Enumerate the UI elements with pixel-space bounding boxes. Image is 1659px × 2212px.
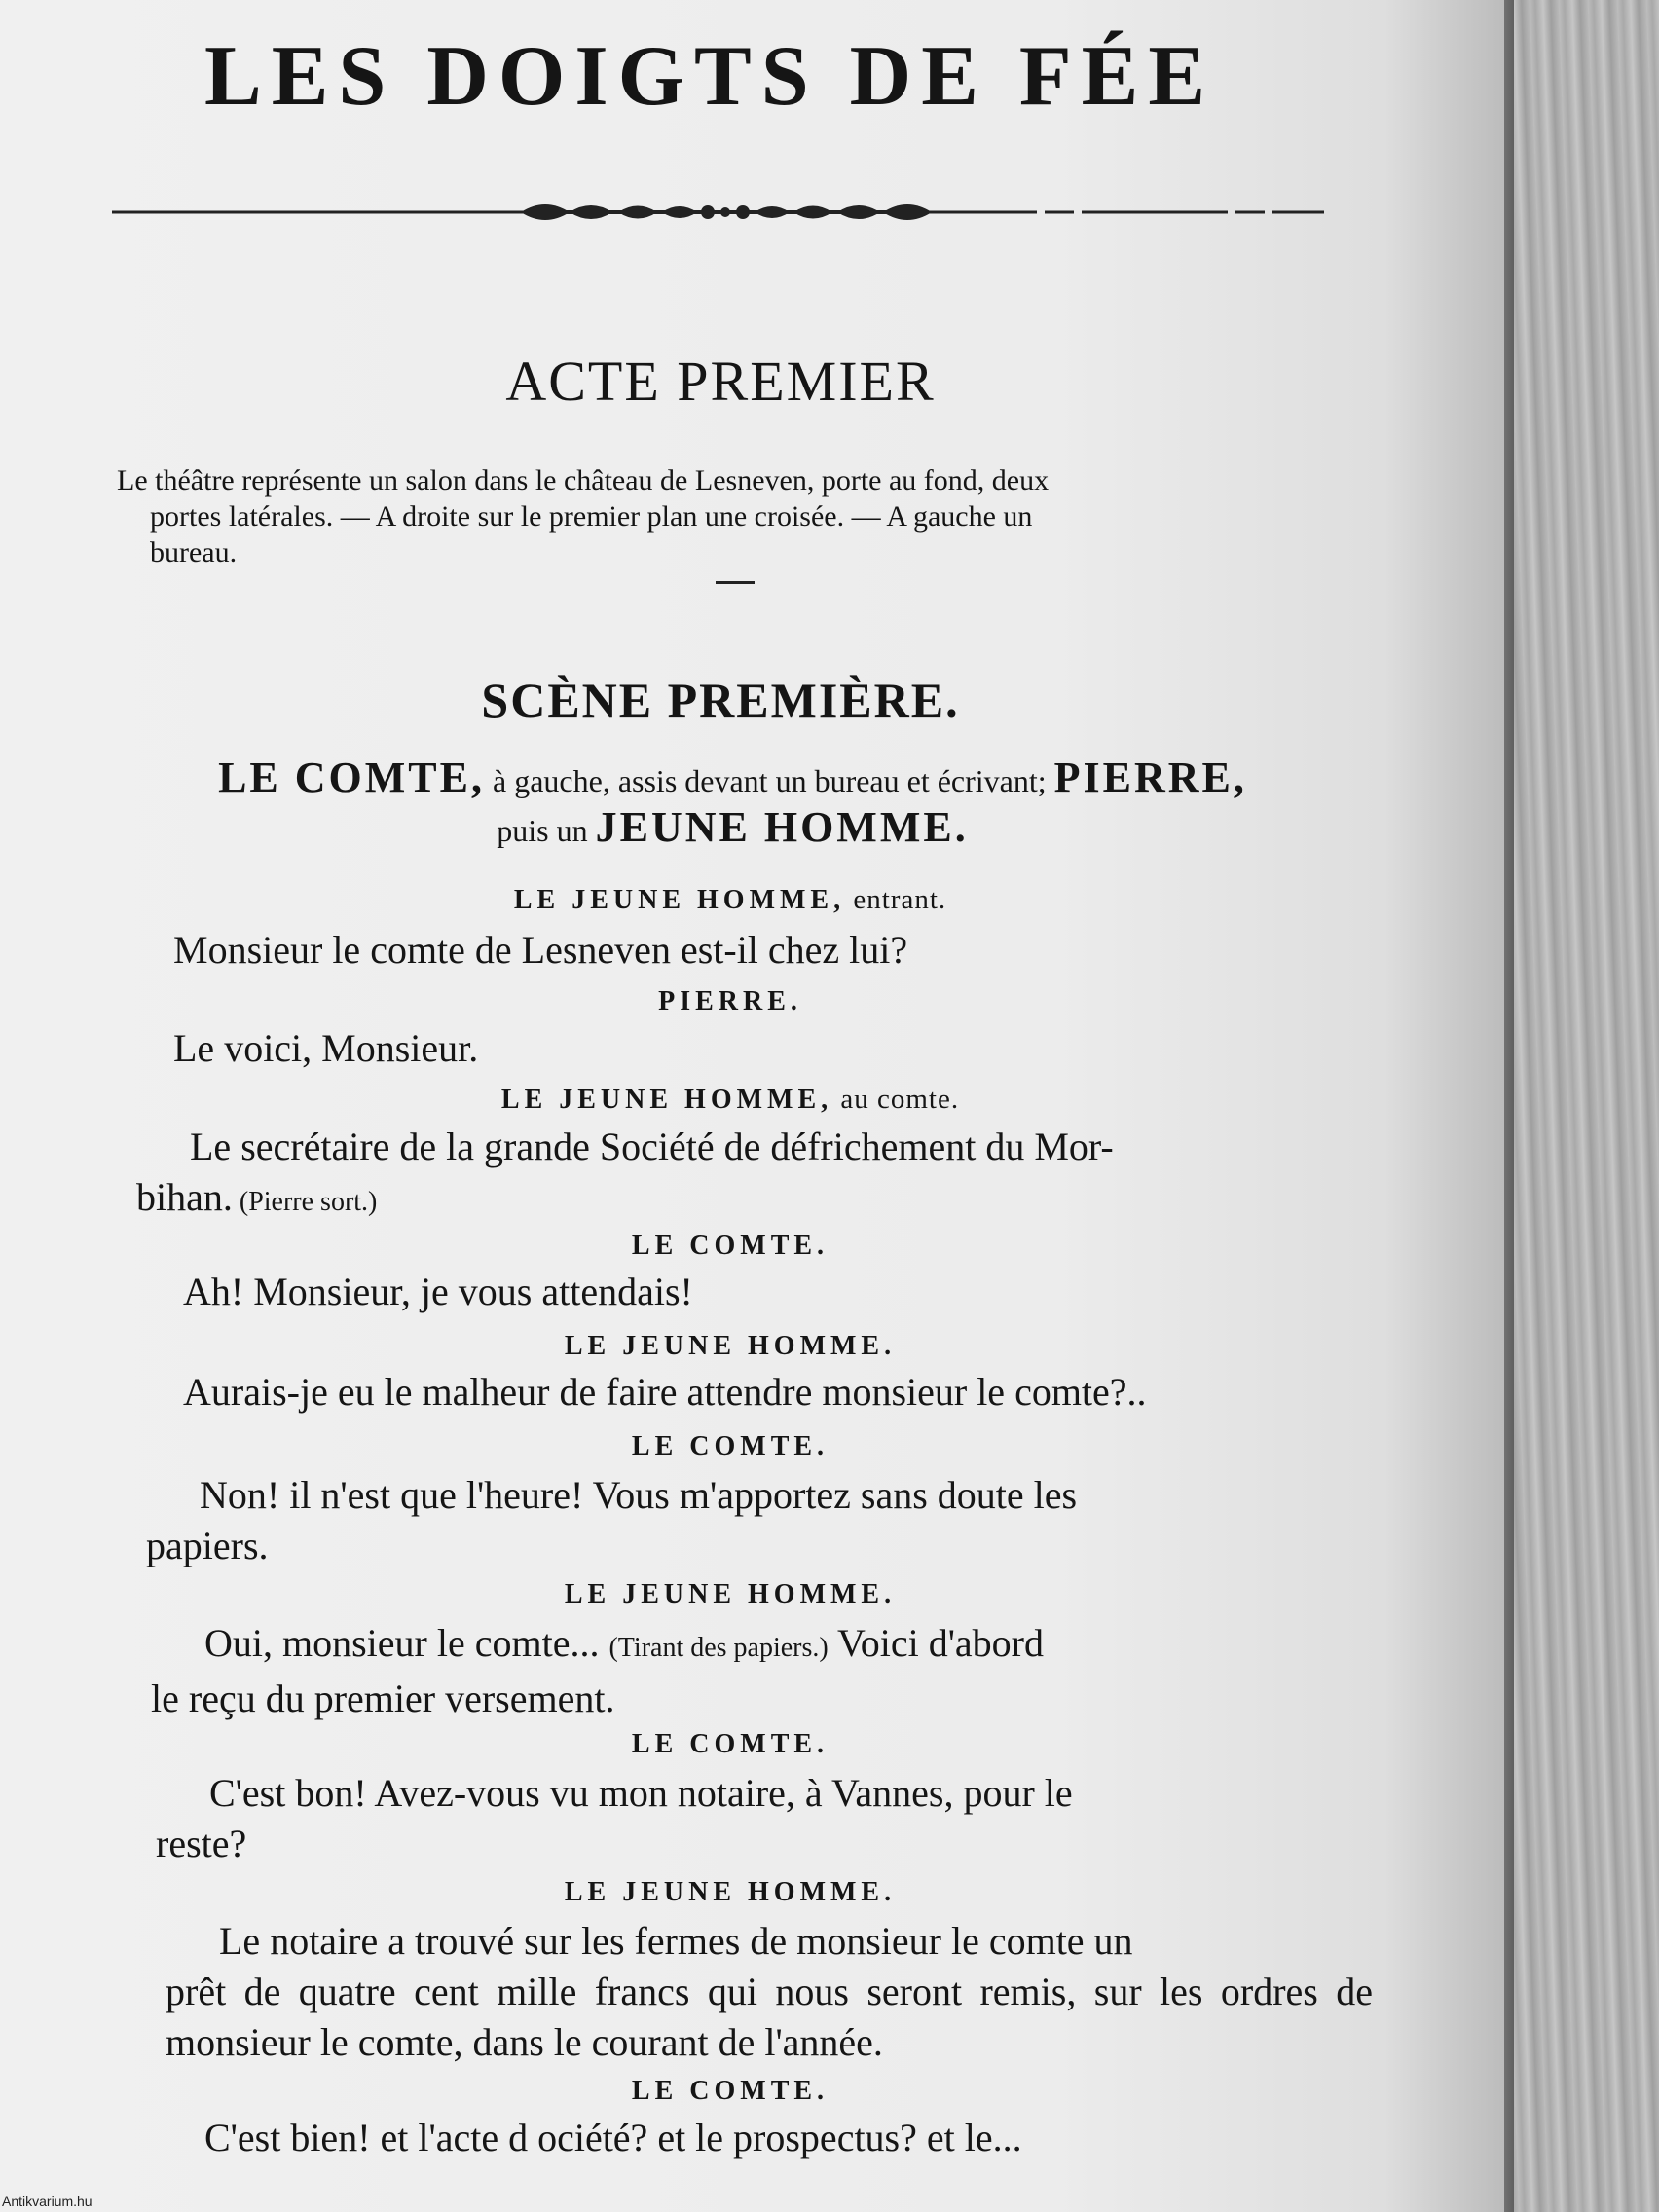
speaker-name: PIERRE. bbox=[658, 986, 802, 1016]
dialogue-line: C'est bien! et l'acte d ociété? et le prospectus? et le... bbox=[204, 2116, 1022, 2159]
character-direction: à gauche, assis devant un bureau et écrivant; bbox=[485, 763, 1054, 798]
dialogue-paragraph bbox=[151, 1618, 1363, 1724]
speaker-direction: au comte. bbox=[832, 1084, 960, 1115]
stage-aside: (Pierre sort.) bbox=[232, 1187, 378, 1217]
dialogue-line: Le secrétaire de la grande Société de défrichement du Mor- bbox=[190, 1124, 1114, 1168]
speaker-name: LE JEUNE HOMME. bbox=[564, 1877, 897, 1907]
speaker-label bbox=[0, 2076, 1460, 2107]
stage-aside: (Tirant des papiers.) bbox=[608, 1633, 829, 1663]
dialogue-paragraph bbox=[136, 1122, 1348, 1228]
dialogue-line: Le voici, Monsieur. bbox=[173, 1026, 479, 1070]
character-name: JEUNE HOMME. bbox=[595, 803, 969, 851]
stage-direction-line: bureau. bbox=[150, 536, 238, 569]
speaker-name: LE COMTE. bbox=[631, 1431, 830, 1461]
speaker-name: LE COMTE. bbox=[631, 1231, 830, 1261]
dialogue-line: Oui, monsieur le comte... bbox=[204, 1621, 609, 1665]
wooden-background bbox=[1490, 0, 1659, 2212]
watermark: Antikvarium.hu bbox=[2, 2194, 92, 2209]
dialogue-line: Le notaire a trouvé sur les fermes de monsieur le comte un bbox=[219, 1919, 1133, 1963]
speaker-name: LE JEUNE HOMME. bbox=[564, 1579, 897, 1609]
character-list bbox=[122, 755, 1344, 854]
dialogue-line: papiers. bbox=[146, 1524, 269, 1567]
dialogue-line: prêt de quatre cent mille francs qui nous seront remis, sur les bbox=[166, 1970, 1203, 2013]
dialogue-line: Voici d'abord bbox=[828, 1621, 1045, 1665]
dialogue-line: bihan. bbox=[136, 1175, 233, 1219]
dialogue-line: Ah! Monsieur, je vous attendais! bbox=[183, 1270, 693, 1313]
character-name: LE COMTE, bbox=[218, 754, 485, 801]
section-dash bbox=[716, 581, 755, 584]
play-title: LES DOIGTS DE FÉE bbox=[204, 29, 1216, 124]
stage-direction bbox=[117, 462, 1334, 571]
speaker-label bbox=[0, 1084, 1460, 1116]
character-direction: puis un bbox=[497, 813, 596, 848]
speaker-name: LE JEUNE HOMME, bbox=[500, 1085, 833, 1115]
ornamental-divider bbox=[112, 190, 1324, 235]
dialogue-line: Aurais-je eu le malheur de faire attendre monsieur le comte?.. bbox=[183, 1370, 1147, 1414]
speaker-label bbox=[0, 986, 1460, 1017]
dialogue-line: reste? bbox=[156, 1822, 247, 1865]
speaker-direction: entrant. bbox=[845, 884, 947, 915]
speaker-name: LE COMTE. bbox=[631, 1729, 830, 1759]
dialogue-line: ordres de monsieur le comte, dans le courant de l'année. bbox=[166, 1970, 1374, 2064]
dialogue-paragraph bbox=[146, 1470, 1353, 1571]
speaker-label bbox=[0, 1877, 1460, 1908]
stage-direction-line: portes latérales. — A droite sur le premier plan une croisée. — A gauche un bbox=[150, 500, 1033, 533]
speaker-name: LE JEUNE HOMME, bbox=[513, 885, 846, 915]
dialogue-line: le reçu du premier versement. bbox=[151, 1677, 615, 1720]
speaker-label bbox=[0, 1331, 1460, 1362]
dialogue-line: Non! il n'est que l'heure! Vous m'apportez sans doute les bbox=[200, 1473, 1078, 1517]
dialogue-line: C'est bon! Avez-vous vu mon notaire, à Vannes, pour le bbox=[209, 1771, 1073, 1815]
speaker-label bbox=[0, 1231, 1460, 1262]
dialogue-paragraph bbox=[166, 1916, 1373, 2068]
speaker-name: LE COMTE. bbox=[631, 2076, 830, 2106]
speaker-label bbox=[0, 1431, 1460, 1462]
dialogue-line: Monsieur le comte de Lesneven est-il chez lui? bbox=[173, 928, 908, 972]
stage-direction-line: Le théâtre représente un salon dans le château de Lesneven, porte au fond, deux bbox=[117, 464, 1050, 497]
speaker-name: LE JEUNE HOMME. bbox=[564, 1331, 897, 1361]
speaker-label bbox=[0, 1729, 1460, 1760]
scene-heading: SCÈNE PREMIÈRE. bbox=[481, 673, 960, 727]
speaker-label bbox=[0, 1579, 1460, 1610]
act-heading: ACTE PREMIER bbox=[505, 350, 936, 413]
speaker-label bbox=[0, 884, 1460, 916]
dialogue-paragraph bbox=[156, 1768, 1368, 1869]
character-name: PIERRE, bbox=[1053, 754, 1247, 801]
